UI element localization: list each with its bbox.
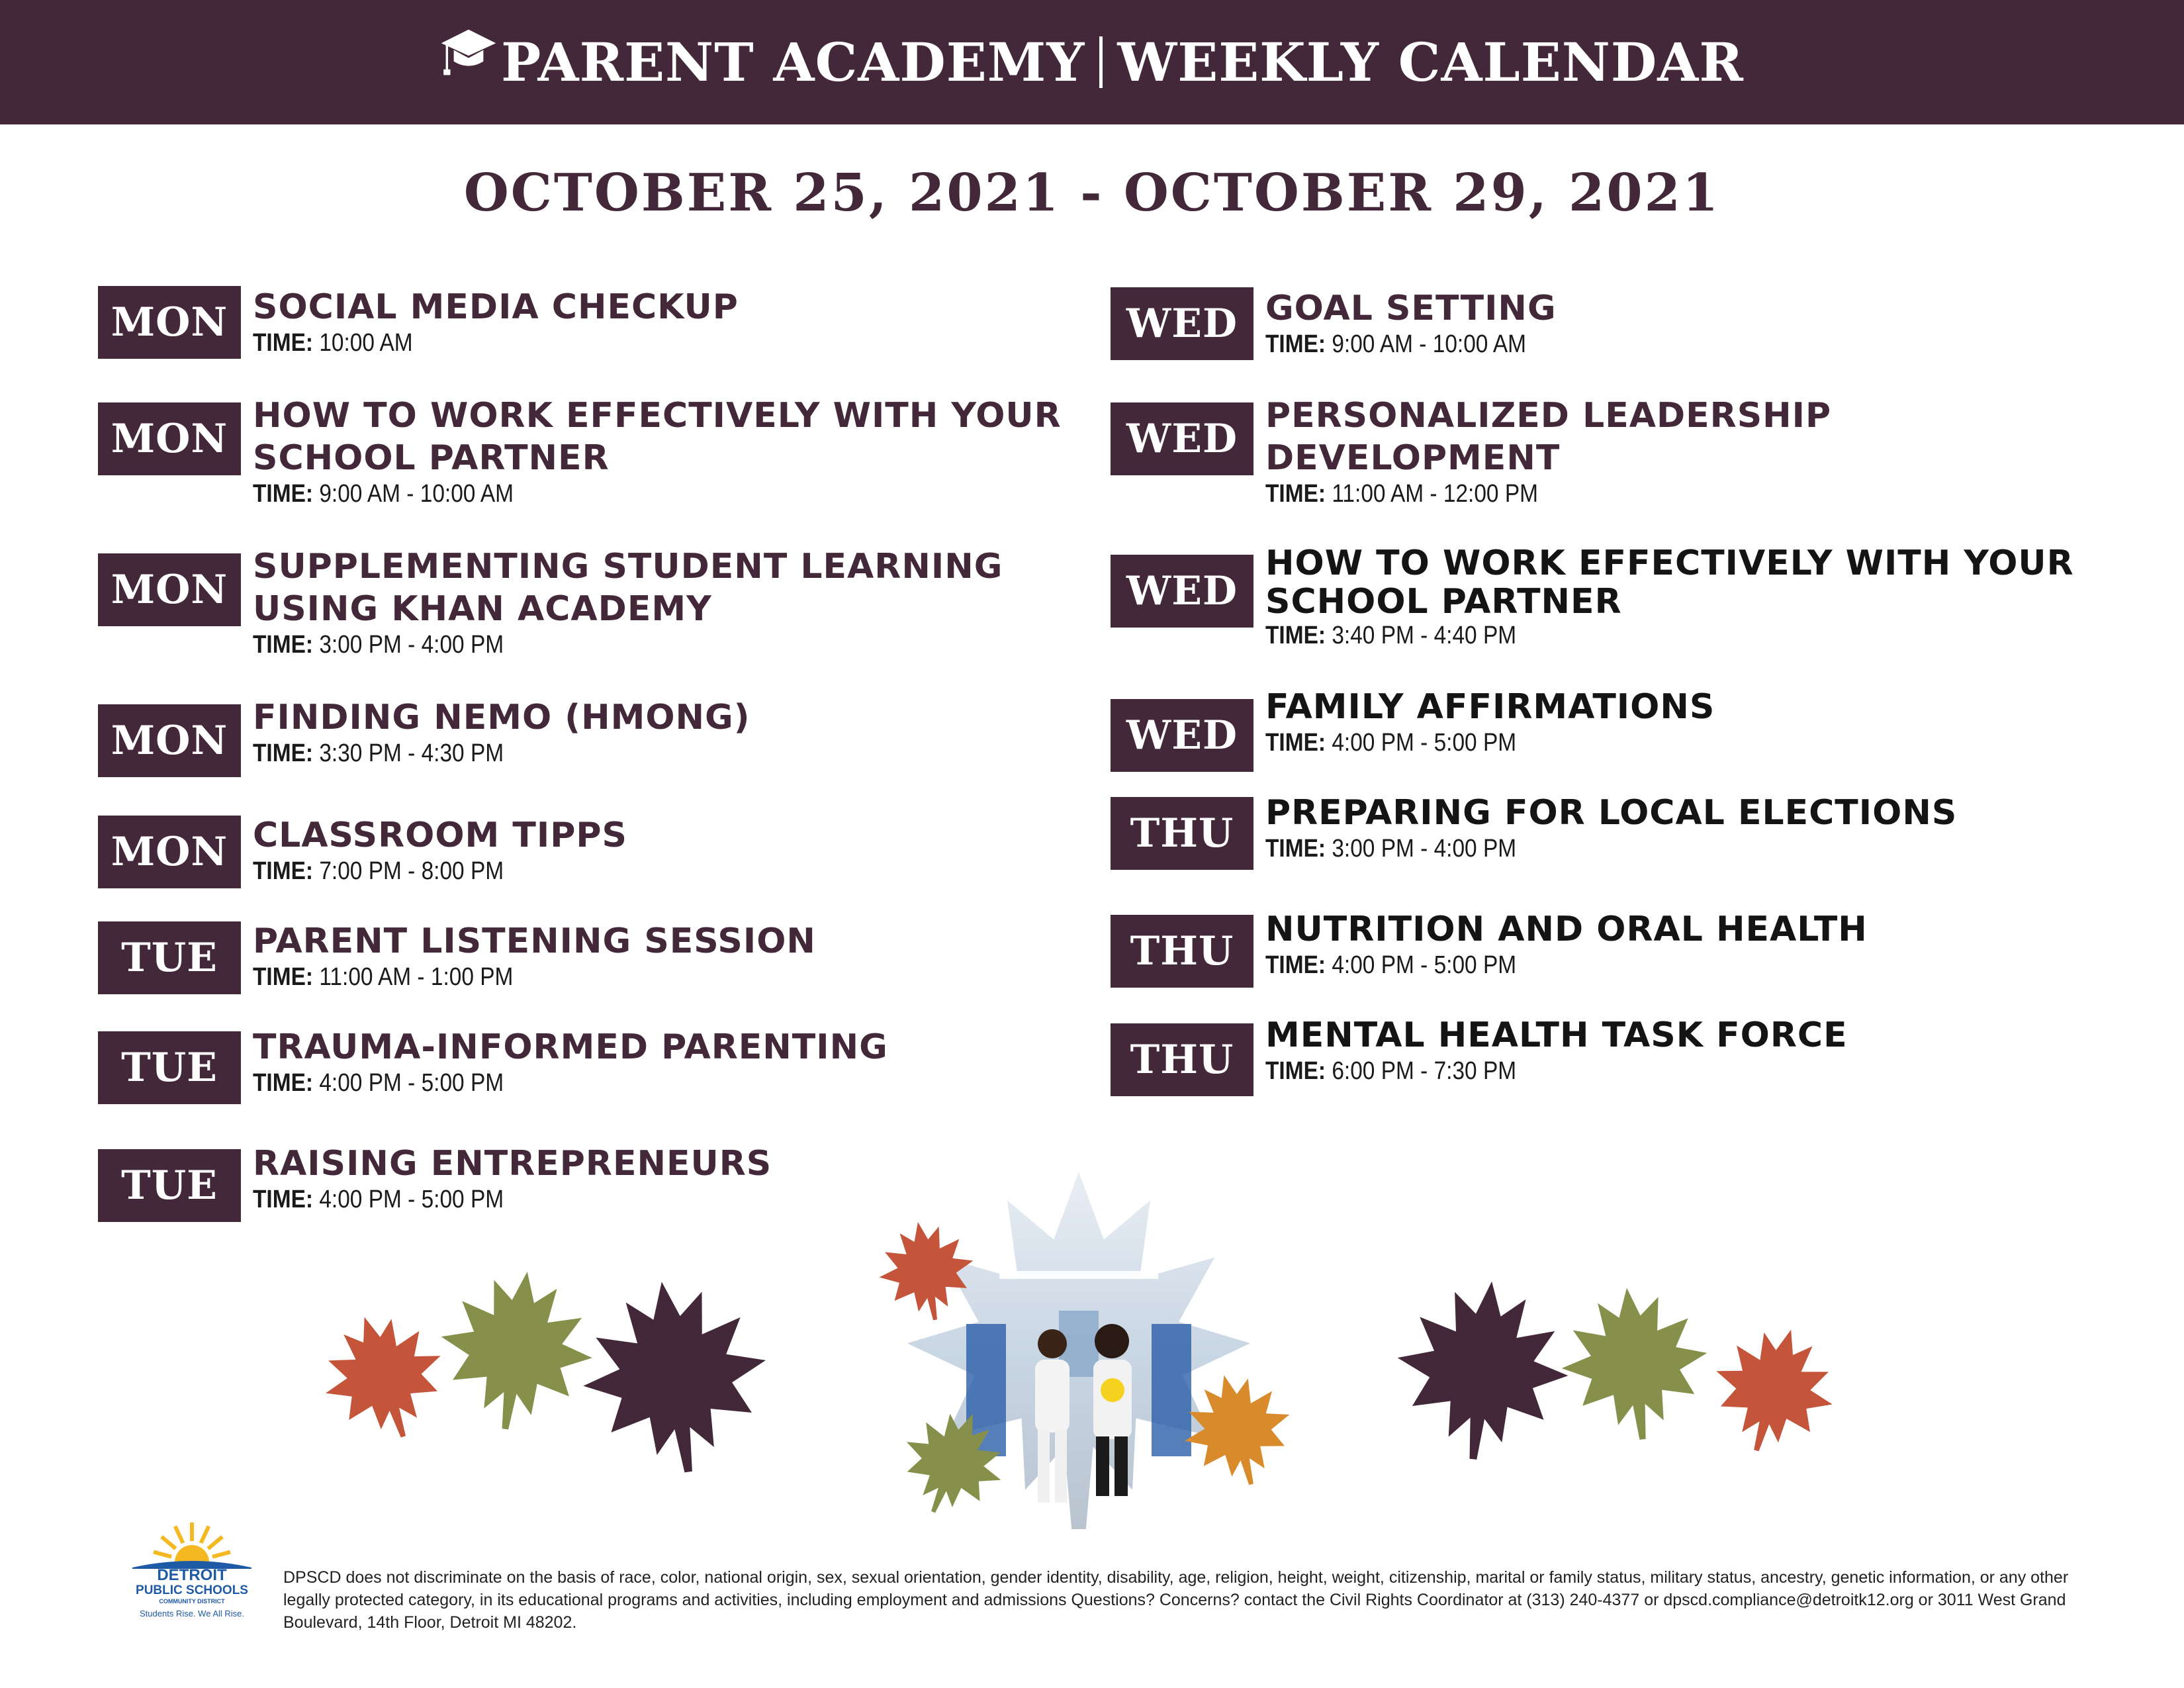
event-title: TRAUMA-INFORMED PARENTING [253,1027,888,1067]
day-badge: WED [1111,402,1253,475]
day-badge: MON [98,553,241,626]
logo-line2: PUBLIC SCHOOLS [136,1583,248,1597]
logo-line3: COMMUNITY DISTRICT [159,1598,225,1605]
header-subtitle: WEEKLY CALENDAR [1117,31,1744,93]
event-time [1265,834,1874,863]
time-label: TIME: [253,963,314,991]
event-title-line2: SCHOOL PARTNER [253,438,610,478]
event-title: MENTAL HEALTH TASK FORCE [1265,1015,1848,1055]
day-badge: MON [98,402,241,475]
time-value: 9:00 AM - 10:00 AM [319,480,514,508]
day-badge: TUE [98,921,241,994]
event-text [1265,287,1562,359]
event-text [1265,1014,1848,1086]
time-label: TIME: [1265,951,1326,979]
leaf-olive-right [1554,1280,1715,1447]
time-value: 4:00 PM - 5:00 PM [1332,729,1517,757]
day-badge: MON [98,286,241,359]
event-time [253,1068,812,1098]
event-title: HOW TO WORK EFFECTIVELY WITH YOUR [253,396,1062,436]
event-text [253,814,627,886]
dpscd-logo [126,1516,258,1622]
day-badge: THU [1111,1023,1253,1096]
event-title: FAMILY AFFIRMATIONS [1265,687,1715,727]
event-title: SUPPLEMENTING STUDENT LEARNING [253,547,1003,586]
event-time [253,739,690,768]
event-text [1265,544,2074,650]
sunrise-icon [126,1516,258,1569]
time-value: 11:00 AM - 12:00 PM [1332,480,1538,508]
time-label: TIME: [253,1069,314,1097]
time-value: 10:00 AM [319,329,413,357]
date-range: OCTOBER 25, 2021 - OCTOBER 29, 2021 [463,163,1721,223]
event-text [253,1026,888,1098]
time-label: TIME: [253,739,314,767]
time-value: 9:00 AM - 10:00 AM [1332,330,1527,358]
time-value: 3:00 PM - 4:00 PM [319,631,504,659]
day-badge: MON [98,816,241,888]
time-value: 4:00 PM - 5:00 PM [319,1186,504,1213]
event-text [253,920,816,992]
time-label: TIME: [1265,330,1326,358]
event-title: PERSONALIZED LEADERSHIP [1265,396,1832,436]
header-inner [440,31,1744,93]
time-value: 4:00 PM - 5:00 PM [1332,951,1517,979]
time-label: TIME: [1265,480,1326,508]
event-text [1265,792,1957,863]
time-label: TIME: [1265,729,1326,757]
leaf-olive-left [430,1261,603,1440]
event-text [253,696,751,768]
event-title: NUTRITION AND ORAL HEALTH [1265,910,1868,949]
event-text [1265,686,1715,757]
leaf-plum-right [1388,1272,1577,1468]
event-time [253,962,749,992]
event-title-line2: USING KHAN ACADEMY [253,589,712,629]
event-title-line2: SCHOOL PARTNER [1265,582,1622,622]
event-title: RAISING ENTREPRENEURS [253,1144,772,1184]
leaf-plum-left [570,1269,780,1485]
header-title: PARENT ACADEMY [501,31,1085,93]
day-badge: THU [1111,915,1253,988]
event-title: PARENT LISTENING SESSION [253,921,816,961]
nondiscrimination-disclaimer: DPSCD does not discriminate on the basis of race, color, national origin, sex, sexual orientation, gender identity, disability, age, religion, height, weight, citizenship, marital or family status, military status, ancestry, genetic information, or any other legally protected category, in its educational programs and activities, including employment and admissions Questions? Concerns? contact the Civil Rights Coordinator at (313) 240-4377 or dpscd.compliance@detroitk12.org or 3011 West Grand Boulevard, 14th Floor, Detroit MI 48202. [283,1568,2069,1632]
event-title: CLASSROOM TIPPS [253,816,627,855]
graduation-cap-icon [440,24,497,81]
event-title: HOW TO WORK EFFECTIVELY WITH YOUR [1265,543,2074,583]
day-badge: TUE [98,1149,241,1222]
autumn-leaves-decoration [318,1152,1840,1549]
day-badge: MON [98,704,241,777]
event-text [253,395,1062,508]
event-time [1265,479,1764,508]
logo-line1: DETROIT [157,1566,227,1584]
time-label: TIME: [1265,835,1326,863]
time-value: 7:00 PM - 8:00 PM [319,857,504,885]
time-value: 3:40 PM - 4:40 PM [1332,622,1517,649]
event-title: FINDING NEMO (HMONG) [253,698,751,737]
header-separator [1099,36,1103,88]
header-banner [0,0,2184,124]
event-title: GOAL SETTING [1265,289,1557,328]
time-label: TIME: [1265,1057,1326,1085]
event-text [253,286,739,357]
event-time [1265,951,1796,980]
event-text [1265,908,1868,980]
event-time [1265,728,1661,757]
logo-tagline: Students Rise. We All Rise. [140,1609,244,1618]
event-title: SOCIAL MEDIA CHECKUP [253,287,739,327]
event-title: PREPARING FOR LOCAL ELECTIONS [1265,793,1958,833]
day-badge: WED [1111,287,1253,360]
time-value: 11:00 AM - 1:00 PM [319,963,514,991]
time-value: 6:00 PM - 7:30 PM [1332,1057,1517,1085]
day-badge: WED [1111,699,1253,772]
time-value: 4:00 PM - 5:00 PM [319,1069,504,1097]
day-badge: THU [1111,797,1253,870]
leaf-orange-left [318,1298,461,1455]
event-time [253,328,680,357]
event-time [253,479,964,508]
event-time [253,630,913,659]
event-text [253,545,1003,659]
event-time [1265,621,1977,650]
time-value: 3:00 PM - 4:00 PM [1332,835,1517,863]
time-label: TIME: [253,1186,314,1213]
time-label: TIME: [1265,622,1326,649]
event-time [1265,1056,1778,1086]
time-value: 3:30 PM - 4:30 PM [319,739,504,767]
time-label: TIME: [253,480,314,508]
day-badge: TUE [98,1031,241,1104]
event-time [253,857,582,886]
time-label: TIME: [253,329,314,357]
leaf-orange-right [1698,1313,1840,1468]
event-title-line2: DEVELOPMENT [1265,438,1561,478]
event-time [1265,330,1526,359]
time-label: TIME: [253,857,314,885]
event-text [1265,395,1831,508]
time-label: TIME: [253,631,314,659]
day-badge: WED [1111,555,1253,628]
